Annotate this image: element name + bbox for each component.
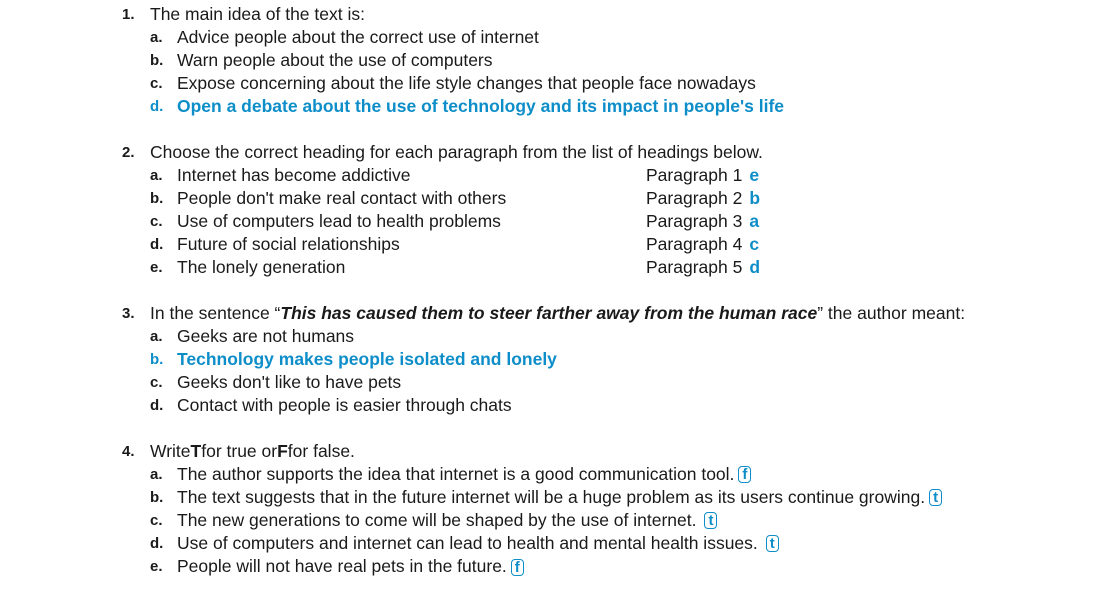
option-text: Geeks are not humans xyxy=(177,326,355,347)
option-text: Geeks don't like to have pets xyxy=(177,372,402,393)
answer-box: t xyxy=(929,489,942,506)
question-text: The main idea of the text is: xyxy=(150,4,365,24)
option-text: Advice people about the correct use of internet xyxy=(177,27,539,48)
question-text: Choose the correct heading for each paragraph from the list of headings below. xyxy=(150,142,763,162)
question-number: 4. xyxy=(122,443,135,460)
option-letter: a. xyxy=(150,29,163,47)
option-text: Warn people about the use of computers xyxy=(177,50,493,71)
option-letter: c. xyxy=(150,374,163,392)
option-d-correct xyxy=(150,95,784,118)
paragraph-answer: b xyxy=(749,188,761,209)
option-letter: d. xyxy=(150,397,164,415)
option-letter: d. xyxy=(150,98,164,116)
heading-row xyxy=(150,256,1022,279)
option-letter: b. xyxy=(150,489,164,507)
question-text-end: ” the author meant: xyxy=(817,303,966,323)
question-text: Write xyxy=(150,441,191,461)
option-text: The new generations to come will be shaped by the use of internet. xyxy=(177,510,697,531)
question-2 xyxy=(122,141,1022,280)
statement-e xyxy=(150,555,942,578)
question-4-prompt xyxy=(122,440,942,463)
question-3-prompt xyxy=(122,302,965,325)
statement-d xyxy=(150,532,942,555)
option-text: People don't make real contact with others xyxy=(177,188,507,209)
true-letter: T xyxy=(190,441,202,461)
false-letter: F xyxy=(277,441,288,461)
question-1-prompt xyxy=(122,3,784,26)
paragraph-answer: d xyxy=(749,257,761,278)
heading-row xyxy=(150,187,1022,210)
option-d xyxy=(150,394,965,417)
paragraph-answer: e xyxy=(749,165,760,186)
option-letter: a. xyxy=(150,167,163,185)
option-letter: b. xyxy=(150,190,164,208)
question-text: In the sentence “ xyxy=(150,303,281,323)
heading-row xyxy=(150,164,1022,187)
paragraph-answer: a xyxy=(749,211,760,232)
option-text: The author supports the idea that internet is a good communication tool. xyxy=(177,464,735,485)
option-text: The lonely generation xyxy=(177,257,346,278)
question-text-mid: for true or xyxy=(201,441,278,461)
option-letter: c. xyxy=(150,512,163,530)
question-3 xyxy=(122,302,965,417)
question-number: 2. xyxy=(122,144,135,161)
paragraph-answer: c xyxy=(749,234,760,255)
answer-box: t xyxy=(766,535,779,552)
option-text: Technology makes people isolated and lonely xyxy=(177,349,557,370)
question-number: 3. xyxy=(122,305,135,322)
option-letter: c. xyxy=(150,213,163,231)
option-text: The text suggests that in the future internet will be a huge problem as its users continue growing. xyxy=(177,487,926,508)
option-a xyxy=(150,325,965,348)
option-letter: d. xyxy=(150,535,164,553)
option-b xyxy=(150,49,784,72)
statement-c xyxy=(150,509,942,532)
answer-box: f xyxy=(738,466,751,483)
question-text-end: for false. xyxy=(287,441,355,461)
option-text: Expose concerning about the life style changes that people face nowadays xyxy=(177,73,756,94)
option-letter: e. xyxy=(150,558,163,576)
question-4 xyxy=(122,440,942,579)
answer-box: f xyxy=(511,559,524,576)
option-letter: a. xyxy=(150,466,163,484)
question-2-prompt xyxy=(122,141,1022,164)
statement-b xyxy=(150,486,942,509)
answer-box: t xyxy=(704,512,717,529)
question-number: 1. xyxy=(122,6,135,23)
option-c xyxy=(150,72,784,95)
paragraph-label: Paragraph 3 a xyxy=(646,211,760,232)
question-1 xyxy=(122,3,784,118)
option-text: Use of computers lead to health problems xyxy=(177,211,501,232)
option-c xyxy=(150,371,965,394)
option-text: Open a debate about the use of technology and its impact in people's life xyxy=(177,96,785,117)
option-letter: d. xyxy=(150,236,164,254)
quoted-sentence: This has caused them to steer farther away from the human race xyxy=(280,303,818,323)
option-a xyxy=(150,26,784,49)
option-text: Internet has become addictive xyxy=(177,165,411,186)
option-letter: e. xyxy=(150,259,163,277)
paragraph-label: Paragraph 2 b xyxy=(646,188,761,209)
option-text: People will not have real pets in the future. xyxy=(177,556,507,577)
paragraph-label: Paragraph 5 d xyxy=(646,257,761,278)
option-letter: b. xyxy=(150,351,164,369)
option-text: Contact with people is easier through chats xyxy=(177,395,512,416)
option-text: Future of social relationships xyxy=(177,234,400,255)
paragraph-label: Paragraph 4 c xyxy=(646,234,760,255)
option-letter: a. xyxy=(150,328,163,346)
heading-row xyxy=(150,210,1022,233)
heading-row xyxy=(150,233,1022,256)
option-letter: b. xyxy=(150,52,164,70)
paragraph-label: Paragraph 1 e xyxy=(646,165,760,186)
statement-a xyxy=(150,463,942,486)
option-b-correct xyxy=(150,348,965,371)
option-letter: c. xyxy=(150,75,163,93)
option-text: Use of computers and internet can lead to health and mental health issues. xyxy=(177,533,758,554)
